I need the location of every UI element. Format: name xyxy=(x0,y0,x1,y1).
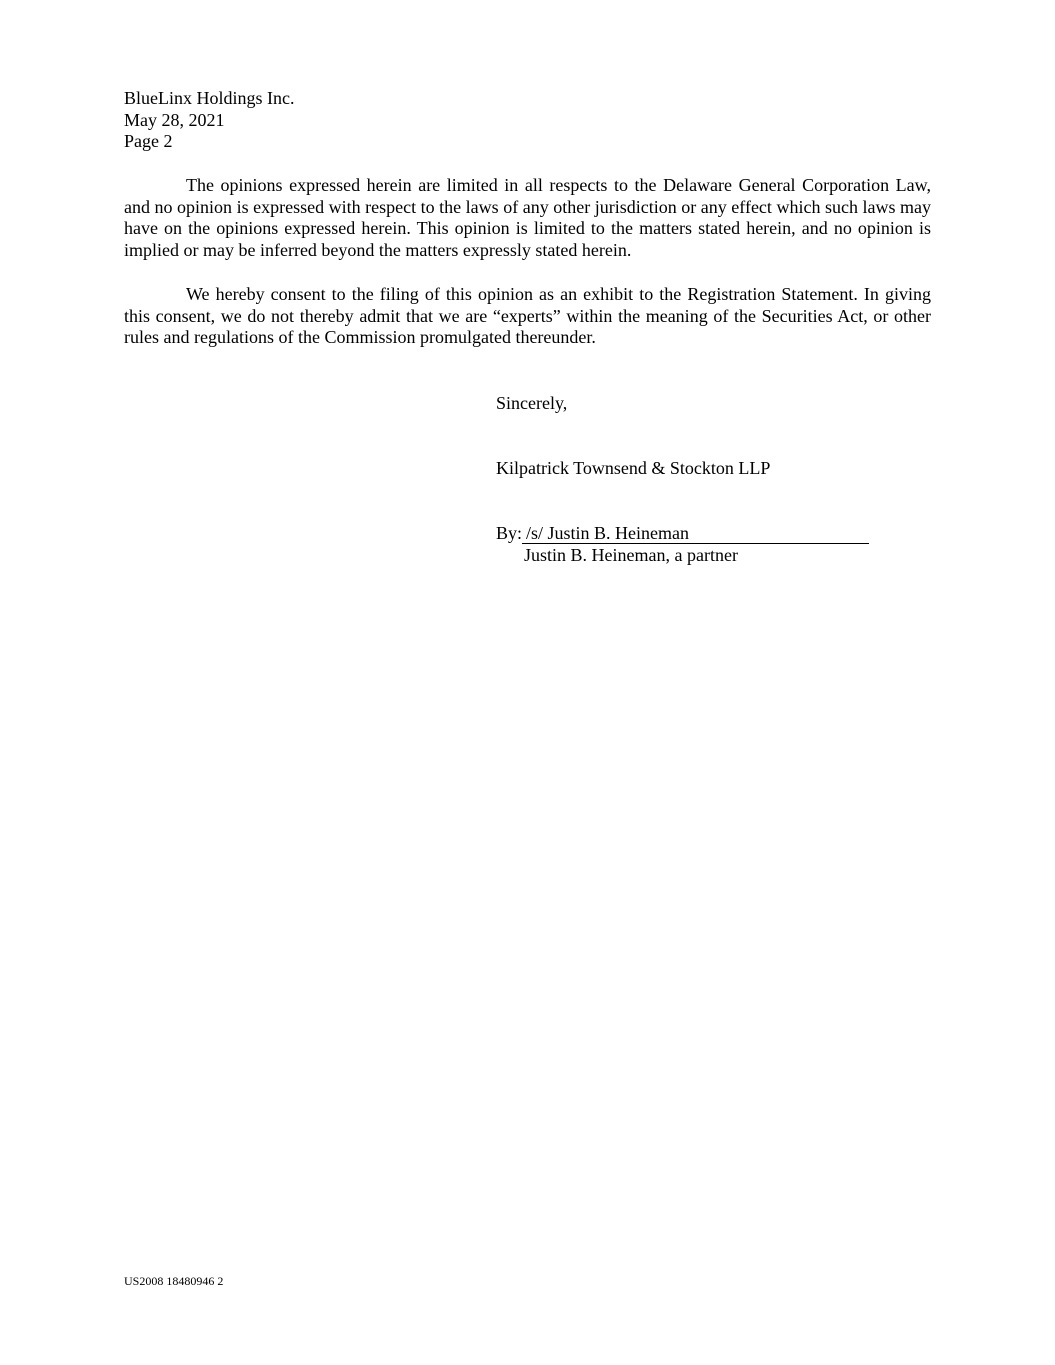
document-code: US2008 18480946 2 xyxy=(124,1274,224,1288)
letter-date: May 28, 2021 xyxy=(124,109,225,130)
signature-text: /s/ Justin B. Heineman xyxy=(522,524,869,544)
by-label: By: xyxy=(496,523,523,543)
page-number: Page 2 xyxy=(124,131,173,151)
recipient-company: BlueLinx Holdings Inc. xyxy=(124,88,295,108)
letter-header xyxy=(124,88,294,153)
closing-salutation: Sincerely, xyxy=(496,393,568,413)
signer-name: Justin B. Heineman, a partner xyxy=(524,545,738,565)
consent-paragraph: We hereby consent to the filing of this opinion as an exhibit to the Registration Statement. In giving this consent, we do not thereby admit that we are “experts” within the meaning of the Securities Act, or other rules and regulations of the Commission promulgated thereunder. xyxy=(124,284,931,347)
opinion-scope-paragraph: The opinions expressed herein are limited in all respects to the Delaware General Corporation Law, and no opinion is expressed with respect to the laws of any other jurisdiction or any effect which such laws may have on the opinions expressed herein. This opinion is limited to the matters stated herein, and no opinion is implied or may be inferred beyond the matters expressly stated herein. xyxy=(124,175,931,260)
signature-line xyxy=(496,523,869,545)
firm-name: Kilpatrick Townsend & Stockton LLP xyxy=(496,458,771,478)
